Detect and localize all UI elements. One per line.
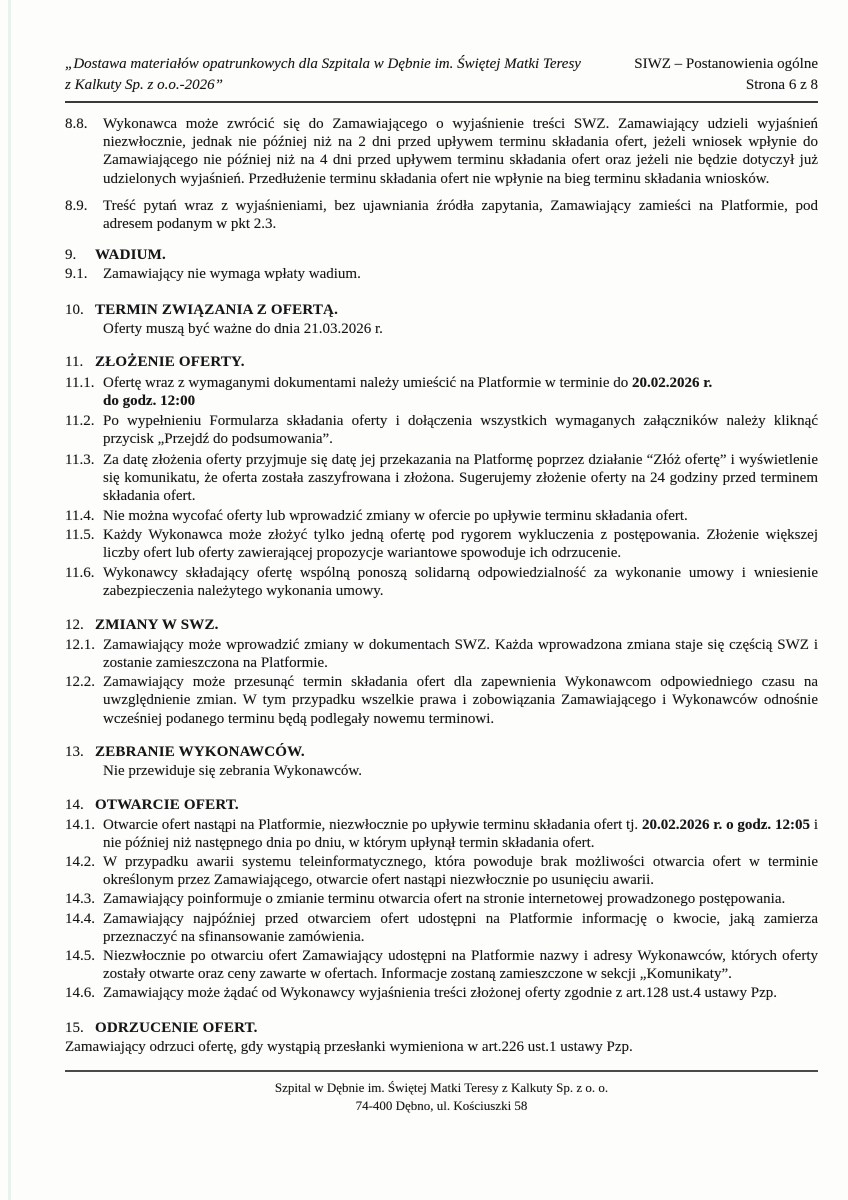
clause-text: Zamawiający poinformuje o zmianie terminu otwarcia ofert na stronie internetowej prowadzonego postępowania. [103,891,786,908]
section-number: 15. [65,1019,84,1036]
section-number: 13. [65,743,84,760]
section-heading-12 [65,616,818,634]
submission-deadline-date: 20.02.2026 r. [631,375,713,392]
clause-text: Zamawiający nie wymaga wpłaty wadium. [103,266,361,283]
section-heading-10 [65,301,818,319]
clause-12-2 [65,673,818,728]
clause-number: 9.1. [65,266,88,283]
clause-number: 11.2. [65,412,95,429]
clause-number: 11.1. [65,375,95,392]
clause-11-4 [65,507,818,525]
page-footer [65,1079,818,1115]
clause-text: Niezwłocznie po otwarciu ofert Zamawiający udostępni na Platformie nazwy i adresy Wykonawców, których oferty zostały otwarte oraz ceny zawarte w ofertach. Informacje zostaną zamieszczone w sekcji „Komunikaty”. [103,947,818,983]
section-number: 10. [65,301,84,318]
clause-11-5 [65,526,818,562]
clause-text-segment: Otwarcie ofert nastąpi na Platformie, niezwłocznie po upływie terminu składania ofert tj. [103,816,642,833]
section-number: 12. [65,616,84,633]
footer-hospital-name: Szpital w Dębnie im. Świętej Matki Teresy z Kalkuty Sp. z o. o. [274,1079,609,1095]
clause-11-1 [65,374,818,410]
clause-text: Wykonawca może zwrócić się do Zamawiającego o wyjaśnienie treści SWZ. Zamawiający udzieli wyjaśnień niezwłocznie, jednak nie później niż na 2 dni przed upływem terminu składania ofert, jeżeli wniosek wpłynie do Zamawiającego nie później niż na 4 dni przed upływem terminu składania ofert oraz jeżeli nie będzie dotyczył już udzielonych wyjaśnień. Przedłużenie terminu składania ofert nie wpłynie na bieg terminu składania wniosków. [103,116,818,187]
header-document-title [65,54,581,96]
section-title: ZŁOŻENIE OFERTY. [95,354,245,371]
clause-number: 14.2. [65,853,95,870]
clause-14-5 [65,947,818,983]
clause-text: Nie można wycofać oferty lub wprowadzić zmiany w ofercie po upływie terminu składania ofert. [103,507,688,524]
clause-number: 11.3. [65,452,95,469]
clause-12-1 [65,636,818,672]
section-title: ZMIANY W SWZ. [95,616,219,633]
clause-number: 14.5. [65,947,95,964]
clause-15-body: Zamawiający odrzuci ofertę, gdy wystąpią przesłanki wymieniona w art.226 ust.1 ustawy Pzp. [65,1038,633,1055]
section-heading-9 [65,246,818,264]
clause-9-1 [65,265,818,283]
clause-number: 14.3. [65,891,95,908]
header-page-number: Strona 6 z 8 [745,77,818,93]
clause-14-2 [65,853,818,889]
clause-8-9 [65,197,818,233]
scan-edge-artifact [8,0,11,1200]
section-heading-15 [65,1019,818,1037]
footer-hospital-address: 74-400 Dębno, ul. Kościuszki 58 [355,1097,528,1113]
clause-14-1 [65,816,818,852]
clause-text: W przypadku awarii systemu teleinformatycznego, która powoduje brak możliwości otwarcia ofert w terminie określonym przez Zamawiającego, otwarcie ofert nastąpi niezwłocznie po usunięciu awarii. [103,853,818,889]
clause-text: Zamawiający może żądać od Wykonawcy wyjaśnienia treści złożonej oferty zgodnie z art.128 ust.4 ustawy Pzp. [103,985,777,1002]
clause-number: 8.9. [65,197,88,214]
clause-text [103,816,818,852]
opening-deadline-datetime: 20.02.2026 r. o godz. 12:05 [641,816,810,833]
clause-text: Po wypełnieniu Formularza składania oferty i dołączenia wszystkich wymaganych załączników należy kliknąć przycisk „Przejdź do podsumowania”. [103,412,818,447]
clause-14-6 [65,984,818,1002]
section-title: WADIUM. [95,247,166,264]
clause-text: Zamawiający może wprowadzić zmiany w dokumentach SWZ. Każda wprowadzona zmiana staje się częścią SWZ i zostanie zamieszczona na Platformie. [103,636,818,672]
header-doc-type: SIWZ – Postanowienia ogólne [634,56,818,72]
clause-text [103,374,818,410]
clause-text-segment: Ofertę wraz z wymaganymi dokumentami należy umieścić na Platformie w terminie do [103,375,632,392]
section-number: 11. [65,354,84,371]
section-heading-14 [65,796,818,814]
clause-11-3 [65,451,818,506]
clause-14-3 [65,890,818,908]
header-rule [65,101,818,103]
clause-number: 12.2. [65,674,95,691]
clause-text: Zamawiający może przesunąć termin składania ofert dla zapewnienia Wykonawcom odpowiedniego czasu na uwzględnienie zmian. W tym przypadku wszelkie prawa i zobowiązania Zamawiającego i Wykonawców odnośnie wcześniej podanego terminu będą podlegały nowemu terminowi. [103,674,818,727]
section-title: ZEBRANIE WYKONAWCÓW. [95,743,305,760]
clause-11-6 [65,564,818,600]
submission-deadline-time: do godz. 12:00 [103,393,196,410]
clause-number: 14.1. [65,816,95,833]
clause-11-2 [65,412,818,448]
section-heading-11 [65,353,818,371]
section-number: 14. [65,797,84,814]
clause-text: Za datę złożenia oferty przyjmuje się datę jej przekazania na Platformę poprzez działanie “Złóż ofertę” i wyświetlenie się komunikatu, że oferta została zaszyfrowana i złożona. Sugerujemy złożenie oferty na 24 godziny przed terminem składania ofert. [103,452,818,505]
clause-text: Zamawiający najpóźniej przed otwarciem ofert udostępni na Platformie informację o kwocie, jaką zamierza przeznaczyć na sfinansowanie zamówienia. [103,910,818,945]
clause-number: 14.4. [65,910,95,927]
section-title: ODRZUCENIE OFERT. [95,1019,258,1036]
section-number: 9. [65,247,77,264]
clause-13-body: Nie przewiduje się zebrania Wykonawców. [103,763,362,780]
section-heading-13 [65,743,818,761]
clause-text: Każdy Wykonawca może złożyć tylko jedną ofertę pod rygorem wykluczenia z postępowania. Złożenie większej liczby ofert lub oferty zawierającej propozycje wariantowe spowoduje ich odrzucenie. [103,526,818,562]
clause-14-4 [65,910,818,946]
clause-number: 11.4. [65,507,95,524]
clause-number: 8.8. [65,116,88,132]
page-header [65,54,818,96]
clause-10-body: Oferty muszą być ważne do dnia 21.03.2026 r. [103,320,383,337]
clause-text: Treść pytań wraz z wyjaśnieniami, bez ujawniania źródła zapytania, Zamawiający zamieści na Platformie, pod adresem podanym w pkt 2.3. [103,197,818,233]
header-title-line1: „Dostawa materiałów opatrunkowych dla Szpitala w Dębnie im. Świętej Matki Teresy [65,56,581,72]
clause-8-8 [65,115,818,188]
header-document-meta [634,54,818,96]
clause-number: 11.5. [65,526,95,543]
clause-number: 12.1. [65,636,95,653]
clause-text-segment: i nie później niż następnego dnia po dniu, w którym upłynął termin składania ofert. [103,816,818,851]
section-title: TERMIN ZWIĄZANIA Z OFERTĄ. [95,301,339,318]
clause-number: 11.6. [65,565,95,582]
footer-rule [65,1070,818,1072]
clause-number: 14.6. [65,985,95,1002]
clause-text: Wykonawcy składający ofertę wspólną ponoszą solidarną odpowiedzialność za wykonanie umowy i wniesienie zabezpieczenia należytego wykonania umowy. [103,565,818,600]
header-title-line2: z Kalkuty Sp. z o.o.-2026” [65,77,223,93]
section-title: OTWARCIE OFERT. [95,797,239,814]
